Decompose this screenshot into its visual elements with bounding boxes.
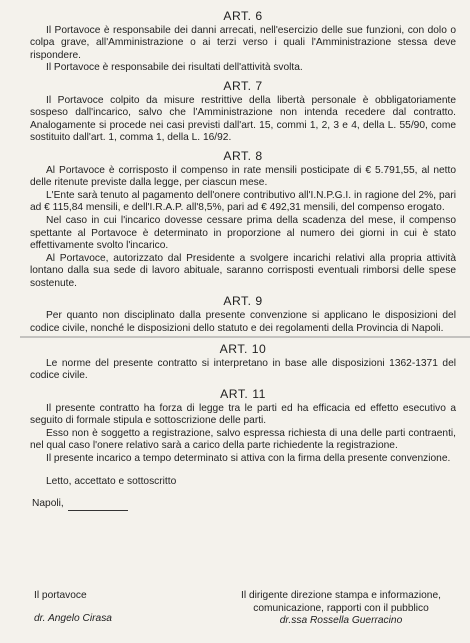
article-paragraph: Il presente incarico a tempo determinato si attiva con la firma della presente convenzione. [46, 453, 451, 464]
read-accepted-line: Letto, accettato e sottoscritto [46, 475, 177, 487]
article-title: ART. 6 [223, 9, 263, 23]
article-8 [30, 150, 456, 291]
article-paragraph: Al Portavoce, autorizzato dal Presidente a svolgere incarichi relativi alla propria attività lontano dalla sua sede di lavoro abituale, saranno corrisposti eventuali rimborsi delle spese sostenute. [30, 252, 456, 289]
article-title: ART. 11 [220, 387, 266, 402]
article-paragraph: Al Portavoce è corrisposto il compenso in rate mensili posticipate di € 5.791,55, al netto delle ritenute previste dalla legge, per ciascun mese. [30, 164, 456, 189]
right-signer-name: dr.ssa Rossella Guerracino [279, 615, 403, 627]
article-title: ART. 10 [219, 342, 267, 357]
article-9 [30, 295, 456, 338]
article-paragraph: Il Portavoce colpito da misure restrittive della libertà personale è obbligatoriamente sospeso dall'incarico, salvo che l'Amministrazione non intenda recedere dal contratto. Analogamente si procede nei casi previsti dall'art. 15, commi 1, 2, 3 e 4, della L. 55/90, come sostituito dall'art. 1, comma 1, della L. 16/92. [30, 94, 456, 144]
article-title: ART. 7 [223, 78, 263, 93]
article-paragraph: Le norme del presente contratto si interpretano in base alle disposizioni 1362-1371 del codice civile. [30, 357, 456, 382]
article-7 [30, 80, 456, 145]
article-paragraph: L'Ente sarà tenuto al pagamento dell'onere contributivo all'I.N.P.G.I. in ragione del 2%, pari ad € 115,84 mensili, e dell'I.R.A.P. all'8,5%, pari ad € 492,31 mensili, del compenso erogato. [30, 189, 456, 214]
place-label: Napoli, [32, 498, 64, 510]
article-6 [30, 10, 456, 75]
place-date-line [32, 498, 456, 511]
article-title: ART. 9 [223, 294, 263, 309]
article-paragraph: Esso non è soggetto a registrazione, salvo espressa richiesta di una delle parti contraenti, nel qual caso l'onere relativo sarà a carico della parte richiedente la registrazione. [30, 427, 456, 452]
date-blank [68, 500, 128, 511]
signature-left [30, 590, 174, 628]
article-paragraph: Per quanto non disciplinato dalla presente convenzione si applicano le disposizioni del codice civile, nonché le disposizioni dello statuto e dei regolamenti della Provincia di Napoli. [30, 310, 456, 334]
article-11 [30, 388, 456, 466]
article-paragraph: Il presente contratto ha forza di legge tra le parti ed ha efficacia ed effetto esecutivo a seguito di formale stipula e sottoscrizione delle parti. [30, 402, 456, 427]
signature-right [226, 590, 456, 628]
article-paragraph: Il Portavoce è responsabile dei danni arrecati, nell'esercizio delle sue funzioni, con dolo o colpa grave, all'Amministrazione o ai terzi verso i quali l'Amministrazione stessa deve rispondere. [30, 24, 456, 61]
closing-block [30, 476, 456, 511]
article-paragraph: Nel caso in cui l'incarico dovesse cessare prima della scadenza del mese, il compenso spettante al Portavoce è determinato in proporzione al numero dei giorni in cui è stato effettivamente svolto l'incarico. [30, 214, 456, 252]
article-10 [30, 343, 456, 383]
right-signer-role-line2: comunicazione, rapporti con il pubblico [253, 602, 429, 614]
left-signer-name: dr. Angelo Cirasa [34, 612, 112, 624]
left-signer-role: Il portavoce [34, 590, 87, 601]
right-signer-role-line1: Il dirigente direzione stampa e informazione, [241, 590, 441, 601]
scan-artifact-line [20, 336, 470, 338]
article-title: ART. 8 [223, 148, 263, 163]
article-paragraph: Il Portavoce è responsabile dei risultati dell'attività svolta. [46, 62, 303, 74]
signature-block [30, 590, 456, 628]
